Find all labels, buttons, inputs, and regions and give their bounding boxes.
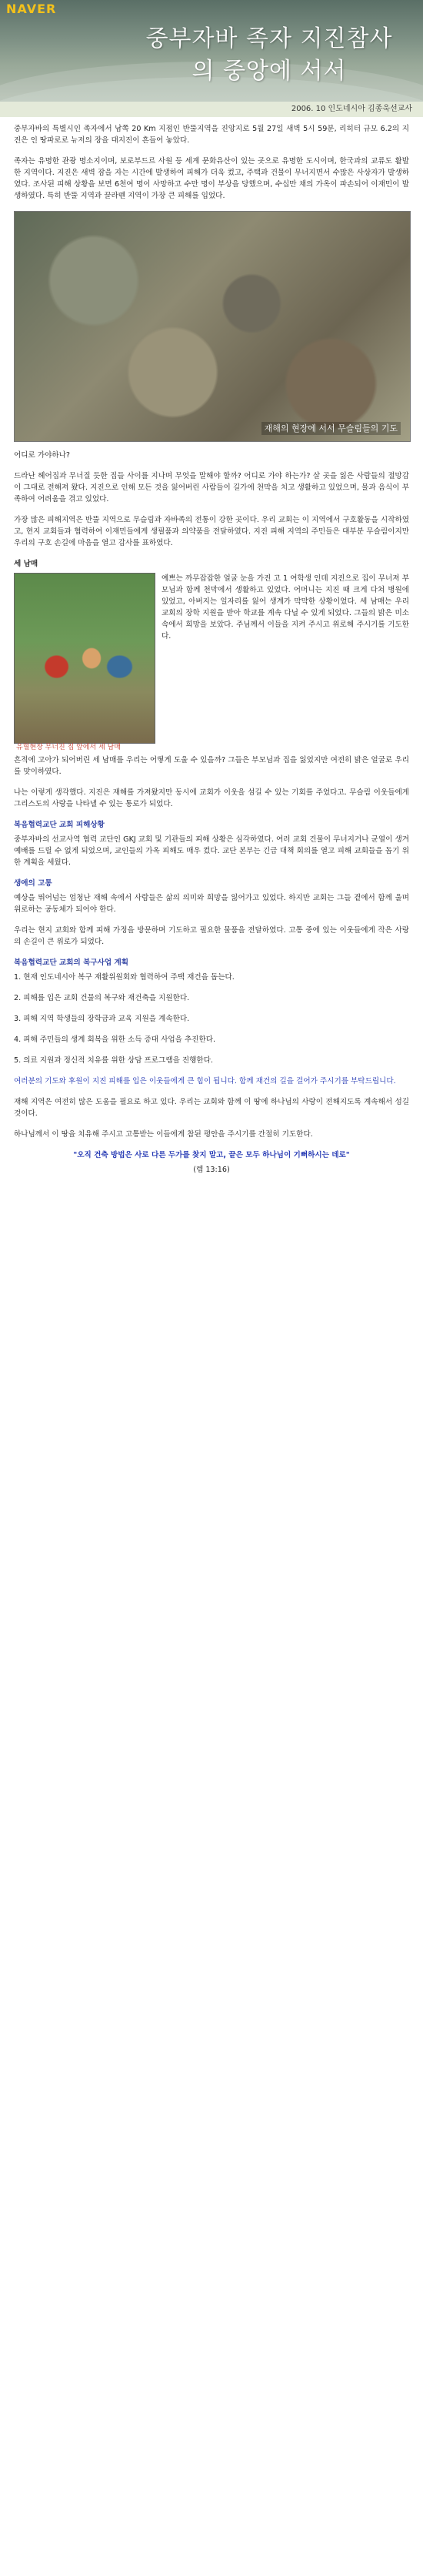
closing-quote: "오직 건축 방법은 사로 다른 두가를 찾지 말고, 끝은 모두 하나님이 기뻐하시는 데로" [73, 1151, 350, 1159]
paragraph: 하나님께서 이 땅을 치유해 주시고 고통받는 이들에게 참된 평안을 주시기를 간절히 기도한다. [14, 1130, 313, 1139]
scripture-reference: (렘 13:16) [193, 1166, 230, 1174]
highlight-paragraph: 여러분의 기도와 후원이 지진 피해를 입은 이웃들에게 큰 힘이 됩니다. 함께 재건의 길을 걸어가 주시기를 부탁드립니다. [14, 1077, 396, 1086]
paragraph: 우리는 현지 교회와 함께 피해 가정을 방문하며 기도하고 필요한 물품을 전달하였다. 고통 중에 있는 이웃들에게 작은 사랑의 손길이 큰 위로가 되었다. [14, 926, 409, 946]
siblings-text: 예쁘는 까무잡잡한 얼굴 눈을 가진 고 1 여학생 인데 지진으로 집이 무너져 부모님과 함께 천막에서 생활하고 있었다. 어머니는 지진 때 크게 다쳐 병원에 있었고, 아버지는 일자리를 잃어 생계가 막막한 상황이었다. 세 남매는 우리 교회의 장학 지원을 받아 학교를 계속 다닐 수 있게 되었다. 그들의 밝은 미소 속에서 희망을 보았다. 주님께서 이들을 지켜 주시고 위로해 주시기를 기도한다. [162, 574, 409, 641]
plan-item: 1. 현재 인도네시아 복구 재활위원회와 협력하여 주택 재건을 돕는다. [14, 973, 235, 982]
header-banner [0, 0, 423, 108]
siblings-photo [14, 573, 155, 751]
plan-item: 5. 의료 지원과 정신적 치유를 위한 상담 프로그램을 진행한다. [14, 1056, 214, 1065]
intro-paragraph: 중부자바의 특별시인 족자에서 남쪽 20 Km 지점인 반뚤지역을 진앙지로 5월 27일 새벽 5시 59분, 리히터 규모 6.2의 지진은 인 땅파로로 뉴저의 장을 대지진이 흔들어 놓았다. [14, 125, 409, 145]
byline-bar [0, 102, 423, 117]
brand-logo[interactable]: NAVER [6, 2, 57, 16]
paragraph: 가장 많은 피해지역은 반뚤 지역으로 무슬림과 자바족의 전통이 강한 곳이다. 우리 교회는 이 지역에서 구호활동을 시작하였고, 현지 교회들과 협력하여 이재민들에게 생필품과 의약품을 전달하였다. 지진 피해 지역의 주민들은 대부분 무슬림이지만 우리의 구호 손길에 마음을 열고 감사를 표하였다. [14, 516, 409, 547]
section-heading: 복음협력교단 교회 피해상황 [14, 821, 105, 829]
section-heading: 생애의 고통 [14, 879, 52, 888]
photo-caption: 유혈현장 무너진 집 앞에서 세 남매 [16, 744, 122, 751]
plan-item: 3. 피해 지역 학생들의 장학금과 교육 지원을 계속한다. [14, 1015, 190, 1023]
paragraph: 드라난 헤어집과 무너질 듯한 집들 사이를 지나며 무엇을 말해야 할까? 어디로 가야 하는가? 살 곳을 잃은 사람들의 절망감이 그대로 전해져 왔다. 지진으로 인해 모든 것을 잃어버린 사람들이 길가에 천막을 치고 생활하고 있었으며, 물과 음식이 부족하여 어려움을 겪고 있었다. [14, 472, 409, 503]
intro-paragraph: 족자는 유명한 관광 명소지이며, 보로부드르 사원 등 세계 문화유산이 있는 곳으로 유명한 도시이며, 한국과의 교류도 활발한 지역이다. 지진은 새벽 잠을 자는 시간에 발생하여 피해가 더욱 컸고, 주택과 건물이 무너지면서 수많은 사상자가 발생하였다. 조사된 피해 상황을 보면 6천여 명이 사망하고 수만 명이 부상을 당했으며, 수십만 채의 가옥이 파손되어 이재민이 발생하였다. 특히 반뚤 지역과 끌라뗀 지역이 가장 큰 피해를 입었다. [14, 157, 409, 200]
photo-caption: 재해의 현장에 서서 무슬림들의 기도 [261, 422, 401, 435]
siblings-section [14, 573, 409, 750]
paragraph: 재해 지역은 여전히 많은 도움을 필요로 하고 있다. 우리는 교회와 함께 이 땅에 하나님의 사랑이 전해지도록 계속해서 섬길 것이다. [14, 1098, 409, 1118]
paragraph: 예상을 뛰어넘는 엄청난 재해 속에서 사람들은 삶의 의미와 희망을 잃어가고 있었다. 하지만 교회는 그들 곁에서 함께 울며 위로하는 공동체가 되어야 한다. [14, 894, 409, 914]
subheading-siblings: 세 남매 [14, 560, 38, 568]
byline: 2006. 10 인도네시아 김종욱선교사 [291, 105, 412, 113]
section-question: 어디로 가야하나? [14, 451, 71, 460]
plan-item: 4. 피해 주민들의 생계 회복을 위한 소득 증대 사업을 추진한다. [14, 1035, 216, 1044]
disaster-photo [14, 211, 411, 442]
page-title: 중부자바 족자 지진참사의 중앙에 서서 [145, 25, 393, 85]
paragraph: 중부자바의 선교사역 협력 교단인 GKJ 교회 및 기관들의 피해 상황은 심각하였다. 여러 교회 건물이 무너지거나 균열이 생겨 예배를 드릴 수 없게 되었으며, 교인들의 가옥 피해도 매우 컸다. 교단 본부는 긴급 대책 회의를 열고 피해 교회들을 돕기 위한 계획을 세웠다. [14, 835, 409, 867]
paragraph: 흔적에 고아가 되어버린 세 남매를 우리는 어떻게 도울 수 있을까? 그들은 부모님과 집을 잃었지만 여전히 밝은 얼굴로 우리를 맞이하였다. [14, 756, 409, 776]
plan-item: 2. 피해를 입은 교회 건물의 복구와 재건축을 지원한다. [14, 994, 190, 1002]
paragraph: 나는 이렇게 생각했다. 지진은 재해를 가져왔지만 동시에 교회가 이웃을 섬길 수 있는 기회를 주었다고. 무슬림 이웃들에게 그리스도의 사랑을 나타낼 수 있는 통로가 되었다. [14, 788, 409, 808]
section-heading: 복음협력교단 교회의 복구사업 계획 [14, 958, 129, 967]
article-body [14, 123, 409, 1176]
